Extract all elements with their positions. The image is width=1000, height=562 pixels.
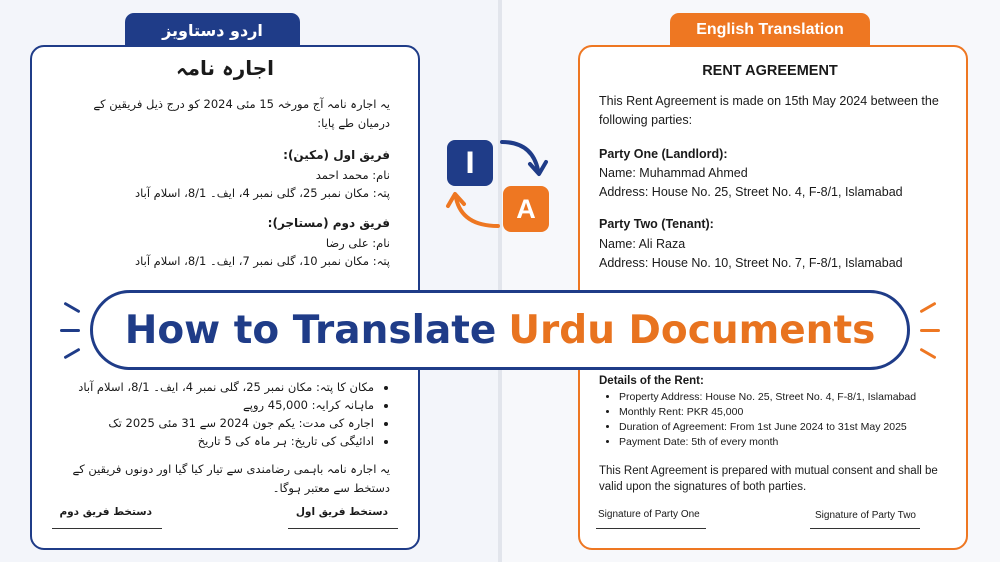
banner-title-part2: Urdu Documents — [508, 307, 876, 353]
list-item: • مکان کا پتہ: مکان نمبر 25، گلی نمبر 4، ایف۔ 8/1، اسلام آباد — [60, 378, 374, 396]
english-details-heading: Details of the Rent: — [599, 375, 704, 387]
banner-title-part1: How to Translate — [124, 307, 497, 353]
list-item: • اجارہ کی مدت: یکم جون 2024 سے 31 مئی 2025 تک — [60, 414, 374, 432]
urdu-party-two-heading: فریق دوم (مستاجر): — [267, 216, 390, 230]
urdu-signature-two-label: دستخط فریق دوم — [59, 506, 152, 518]
urdu-doc-intro: یہ اجارہ نامہ آج مورخہ 15 مئی 2024 کو درج ذیل فریقین کے درمیان طے پایا: — [93, 97, 390, 130]
english-party-two-heading: Party Two (Tenant): — [599, 217, 714, 231]
list-item: • Payment Date: 5th of every month — [619, 435, 946, 450]
urdu-letter-icon: ا — [447, 140, 493, 186]
list-item: • ادائیگی کی تاریخ: ہر ماہ کی 5 تاریخ — [60, 432, 374, 450]
english-translation-tab: English Translation — [670, 13, 870, 47]
urdu-party-one-name: نام: محمد احمد — [315, 168, 390, 182]
english-signature-two-line — [810, 528, 920, 529]
english-doc-title: RENT AGREEMENT — [702, 63, 838, 79]
english-details-list — [601, 390, 946, 450]
english-doc-closing: This Rent Agreement is prepared with mutual consent and shall be valid upon the signatures of both parties. — [599, 465, 938, 493]
english-party-one-heading: Party One (Landlord): — [599, 147, 728, 161]
urdu-party-one-heading: فریق اول (مکین): — [283, 148, 390, 162]
english-signature-one-line — [596, 528, 706, 529]
urdu-party-two-address: پتہ: مکان نمبر 10، گلی نمبر 7، ایف۔ 8/1، اسلام آباد — [135, 254, 390, 268]
list-item: • ماہانہ کرایہ: 45,000 روپے — [60, 396, 374, 414]
urdu-details-list — [60, 378, 390, 450]
title-banner — [90, 290, 910, 370]
urdu-party-one-address: پتہ: مکان نمبر 25، گلی نمبر 4، ایف۔ 8/1، اسلام آباد — [135, 186, 390, 200]
urdu-document-tab: اردو دستاویز — [125, 13, 300, 47]
list-item: • Duration of Agreement: From 1st June 2024 to 31st May 2025 — [619, 420, 946, 435]
urdu-doc-closing: یہ اجارہ نامہ باہمی رضامندی سے تیار کیا گیا اور دونوں فریقین کے دستخط سے معتبر ہوگا۔ — [72, 462, 390, 495]
list-item: • Monthly Rent: PKR 45,000 — [619, 405, 946, 420]
english-signature-two-label: Signature of Party Two — [815, 510, 916, 521]
english-party-one-address: Address: House No. 25, Street No. 4, F-8/1, Islamabad — [599, 185, 903, 199]
urdu-signature-one-label: دستخط فریق اول — [295, 506, 388, 518]
english-doc-intro: This Rent Agreement is made on 15th May 2024 between the following parties: — [599, 94, 939, 127]
english-signature-one-label: Signature of Party One — [598, 509, 700, 520]
urdu-signature-two-line — [52, 528, 162, 529]
urdu-doc-title: اجارہ نامہ — [175, 56, 275, 80]
english-party-two-address: Address: House No. 10, Street No. 7, F-8/1, Islamabad — [599, 256, 903, 270]
english-party-one-name: Name: Muhammad Ahmed — [599, 166, 748, 180]
right-spark-decoration — [920, 329, 940, 332]
translate-arrows-icon — [440, 130, 560, 240]
english-letter-icon: A — [503, 186, 549, 232]
urdu-party-two-name: نام: علی رضا — [325, 236, 390, 250]
urdu-signature-one-line — [288, 528, 398, 529]
left-spark-decoration — [60, 329, 80, 332]
english-party-two-name: Name: Ali Raza — [599, 237, 686, 251]
center-divider — [498, 0, 502, 562]
list-item: • Property Address: House No. 25, Street No. 4, F-8/1, Islamabad — [619, 390, 946, 405]
